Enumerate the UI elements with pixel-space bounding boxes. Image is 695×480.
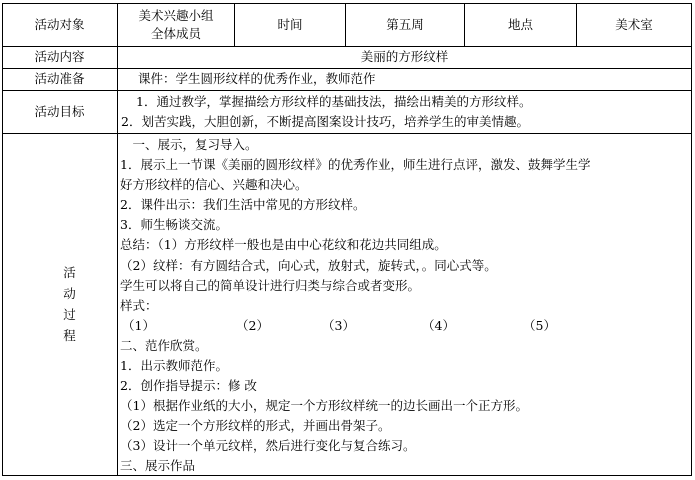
process-line: （2）纹样：有方圆结合式，向心式，放射式，旋转式，。同心式等。 <box>120 258 497 273</box>
target-value-line2: 全体成员 <box>150 26 201 41</box>
style-option: （2） <box>236 318 269 333</box>
goal-line-2: 2．划苦实践，大胆创新，不断提高图案设计技巧，培养学生的审美情趣。 <box>121 114 529 129</box>
process-label-char: 动 <box>63 286 76 301</box>
style-option: （5） <box>523 318 556 333</box>
prep-label: 活动准备 <box>34 71 85 86</box>
process-line: （3）设计一个单元纹样，然后进行变化与复合练习。 <box>120 438 416 453</box>
row-divider <box>2 68 692 69</box>
process-line: 2．课件出示：我们生活中常见的方形纹样。 <box>120 197 366 212</box>
process-line: 学生可以将自己的简单设计进行归类与综合或者变形。 <box>120 278 421 293</box>
table-border-bottom <box>2 475 692 476</box>
goal-line-1: 1．通过教学，掌握描绘方形纹样的基础技法，描绘出精美的方形纹样。 <box>136 94 532 109</box>
row-divider <box>2 90 692 91</box>
process-line: 总结：（1）方形纹样一般也是由中心花纹和花边共同组成。 <box>120 237 447 252</box>
goal-label: 活动目标 <box>34 104 85 119</box>
process-line: 一、展示，复习导入。 <box>120 137 258 152</box>
column-divider <box>117 3 118 476</box>
process-line: 二、范作欣赏。 <box>120 338 208 353</box>
style-option: （4） <box>422 318 455 333</box>
process-label-char: 活 <box>63 265 76 280</box>
process-line: 3．师生畅谈交流。 <box>120 217 228 232</box>
process-line: （1）根据作业纸的大小，规定一个方形纹样统一的边长画出一个正方形。 <box>120 398 528 413</box>
style-option: （3） <box>322 318 355 333</box>
process-line: 1．展示上一节课《美丽的圆形纹样》的优秀作业，师生进行点评，激发、鼓舞学生学 <box>120 157 591 172</box>
row-divider <box>2 46 692 47</box>
process-line: 样式： <box>120 298 158 313</box>
process-label-char: 程 <box>63 328 76 343</box>
time-value: 第五周 <box>386 17 424 32</box>
target-label: 活动对象 <box>34 17 85 32</box>
process-line: 2．创作指导提示：修 改 <box>120 378 257 393</box>
process-line: 好方形纹样的信心、兴趣和决心。 <box>120 177 308 192</box>
table-border-right <box>691 3 692 476</box>
content-value: 美丽的方形纹样 <box>360 49 449 64</box>
process-label-char: 过 <box>63 307 76 322</box>
content-label: 活动内容 <box>34 49 85 64</box>
row-divider <box>2 133 692 134</box>
process-line: 三、展示作品 <box>120 458 196 473</box>
style-option: （1） <box>122 318 155 333</box>
prep-value: 课件：学生圆形纹样的优秀作业，教师范作 <box>138 71 376 86</box>
place-label: 地点 <box>507 17 533 32</box>
target-value-line1: 美术兴趣小组 <box>138 8 214 23</box>
time-label: 时间 <box>277 17 303 32</box>
process-line: 1．出示教师范作。 <box>120 358 228 373</box>
table-border-top <box>2 3 692 4</box>
process-line: （2）选定一个方形纹样的形式，并画出骨架子。 <box>120 418 391 433</box>
place-value: 美术室 <box>615 17 653 32</box>
